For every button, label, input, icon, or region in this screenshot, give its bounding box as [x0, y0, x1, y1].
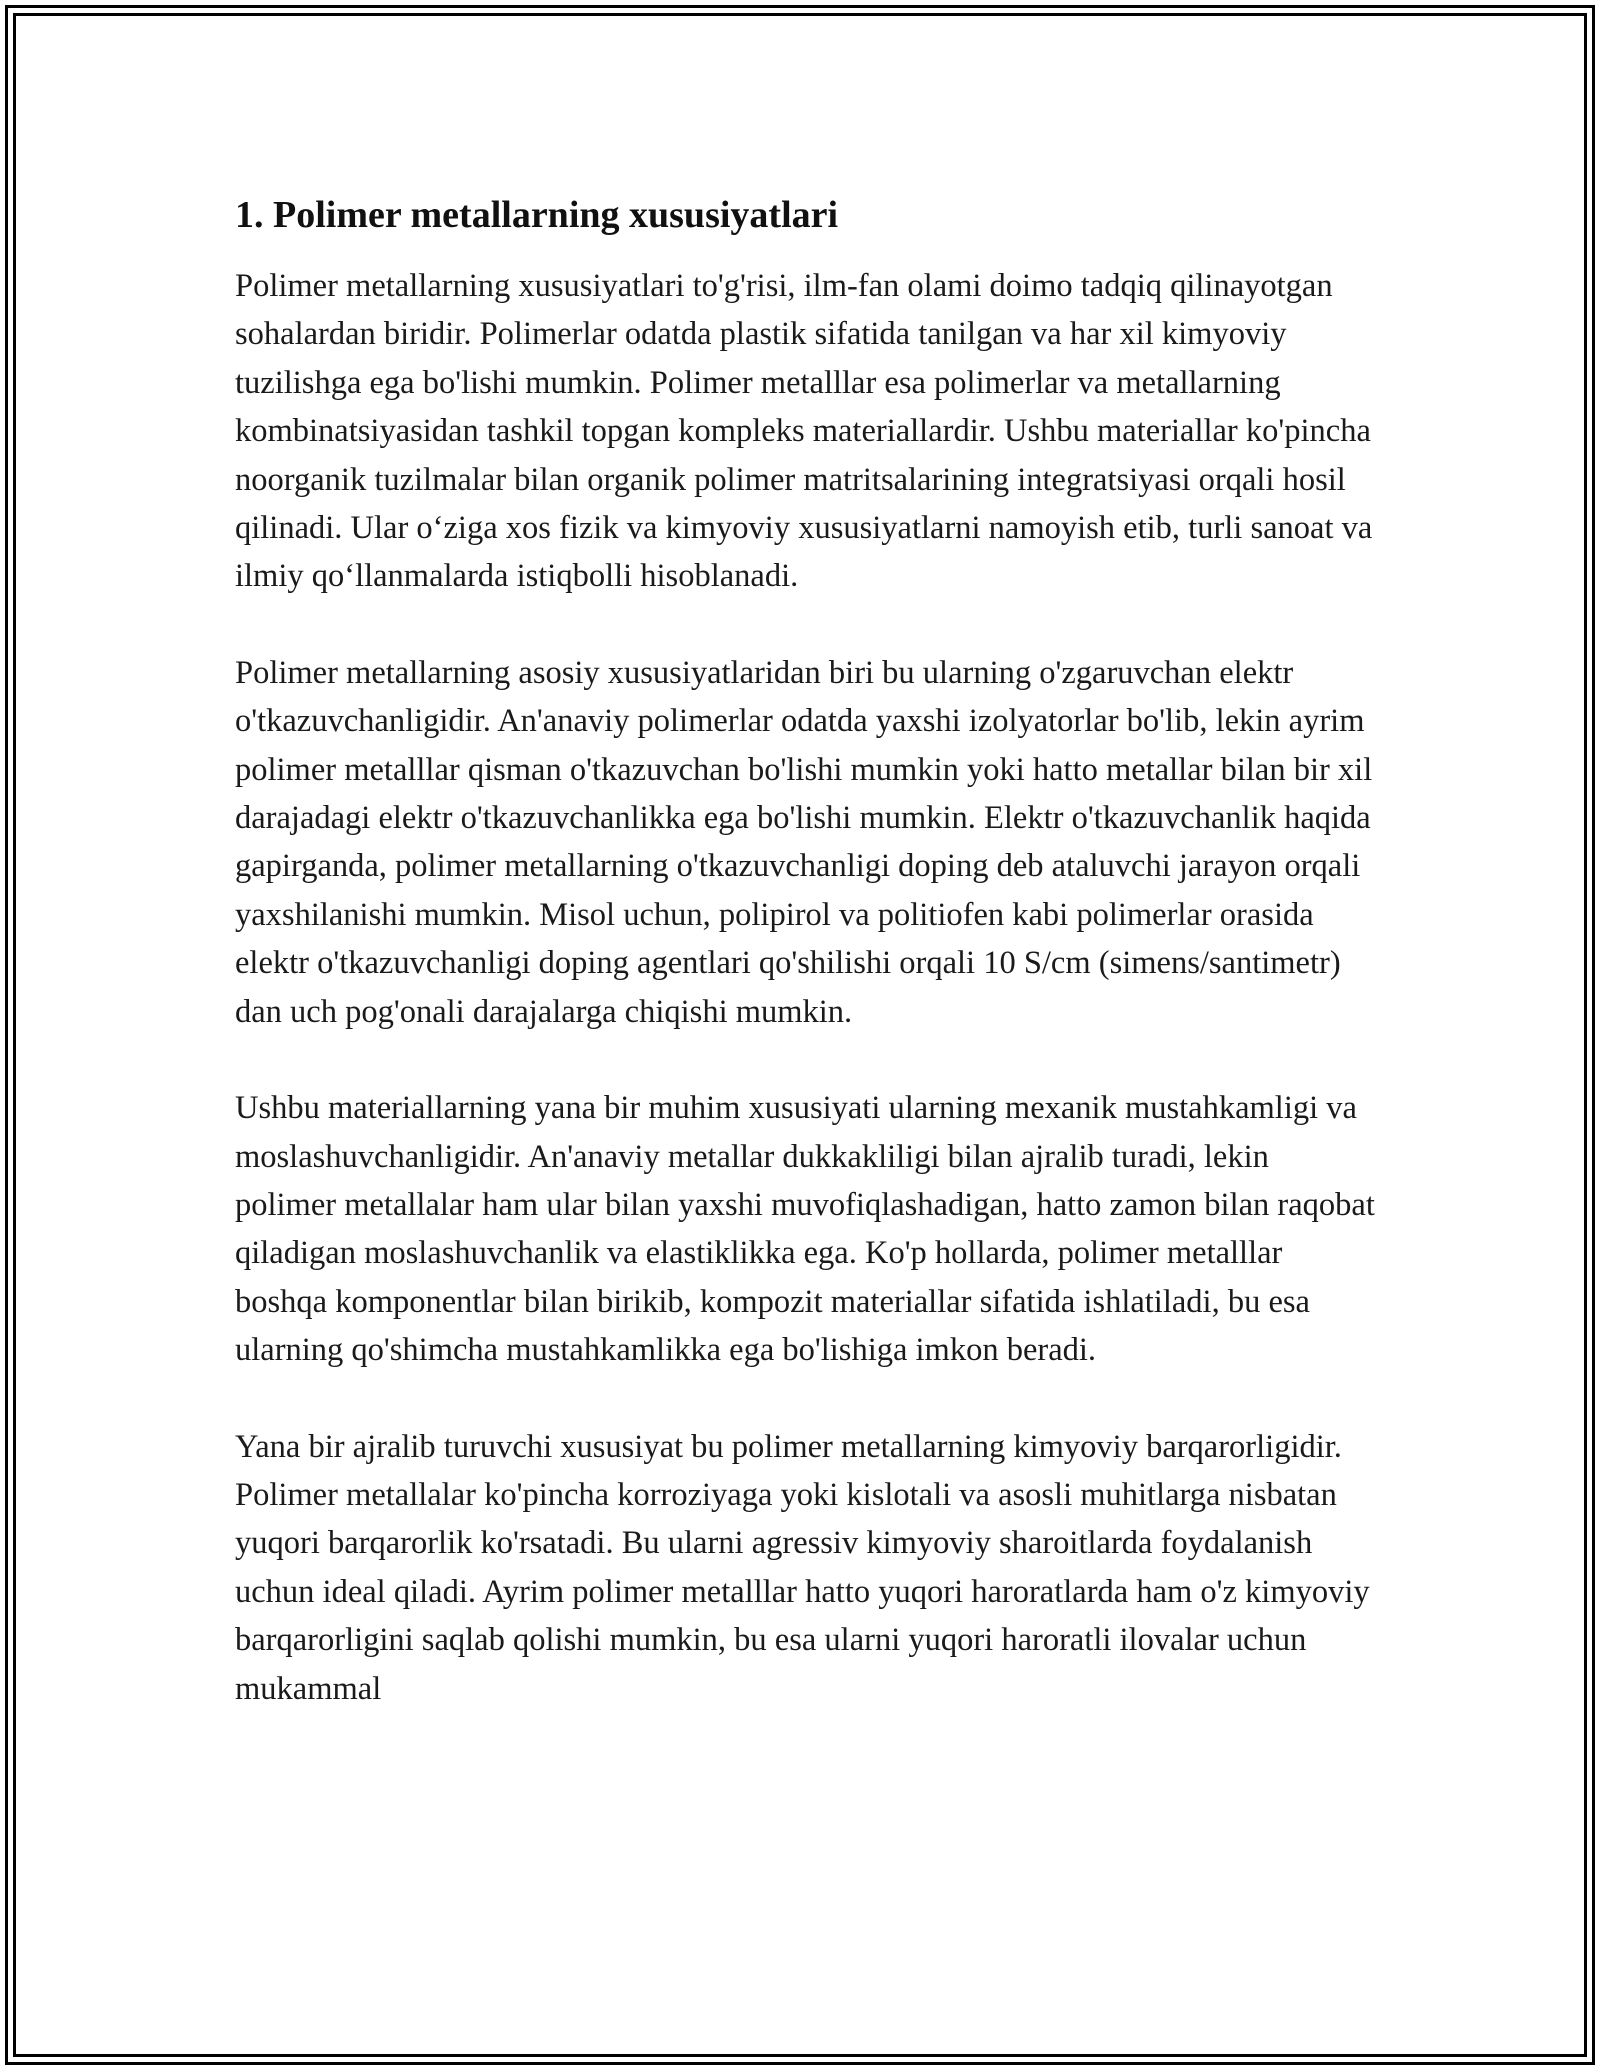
- paragraph-1: Polimer metallarning xususiyatlari to'g'risi, ilm-fan olami doimo tadqiq qilinayotgan sohalardan biridir. Polimerlar odatda plastik sifatida tanilgan va har xil kimyoviy tuzilishga ega bo'lishi mumkin. Polimer metalllar esa polimerlar va metallarning kombinatsiyasidan tashkil topgan kompleks materiallardir. Ushbu materiallar ko'pincha noorganik tuzilmalar bilan organik polimer matritsalarining integratsiyasi orqali hosil qilinadi. Ular o‘ziga xos fizik va kimyoviy xususiyatlarni namoyish etib, turli sanoat va ilmiy qo‘llanmalarda istiqbolli hisoblanadi.: [235, 268, 1373, 595]
- section-heading: 1. Polimer metallarning xususiyatlari: [235, 194, 839, 236]
- paragraph-4: Yana bir ajralib turuvchi xususiyat bu polimer metallarning kimyoviy barqarorligidir. Polimer metallalar ko'pincha korroziyaga yoki kislotali va asosli muhitlarga nisbatan yuqori barqarorlik ko'rsatadi. Bu ularni agressiv kimyoviy sharoitlarda foydalanish uchun ideal qiladi. Ayrim polimer metalllar hatto yuqori haroratlarda ham o'z kimyoviy barqarorligini saqlab qolishi mumkin, bu esa ularni yuqori haroratli ilovalar uchun mukammal: [235, 1428, 1370, 1707]
- paragraph-3: Ushbu materiallarning yana bir muhim xususiyati ularning mexanik mustahkamligi va moslashuvchanligidir. An'anaviy metallar dukkakliligi bilan ajralib turadi, lekin polimer metallalar ham ular bilan yaxshi muvofiqlashadigan, hatto zamon bilan raqobat qiladigan moslashuvchanlik va elastiklikka ega. Ko'p hollarda, polimer metalllar boshqa komponentlar bilan birikib, kompozit materiallar sifatida ishlatiladi, bu esa ularning qo'shimcha mustahkamlikka ega bo'lishiga imkon beradi.: [235, 1090, 1375, 1369]
- paragraph-2: Polimer metallarning asosiy xususiyatlaridan biri bu ularning o'zgaruvchan elektr o'tkazuvchanligidir. An'anaviy polimerlar odatda yaxshi izolyatorlar bo'lib, lekin ayrim polimer metalllar qisman o'tkazuvchan bo'lishi mumkin yoki hatto metallar bilan bir xil darajadagi elektr o'tkazuvchanlikka ega bo'lishi mumkin. Elektr o'tkazuvchanlik haqida gapirganda, polimer metallarning o'tkazuvchanligi doping deb ataluvchi jarayon orqali yaxshilanishi mumkin. Misol uchun, polipirol va politiofen kabi polimerlar orasida elektr o'tkazuvchanligi doping agentlari qo'shilishi orqali 10 S/cm (simens/santimetr) dan uch pog'onali darajalarga chiqishi mumkin.: [235, 654, 1373, 1030]
- document-body: [235, 190, 1375, 1761]
